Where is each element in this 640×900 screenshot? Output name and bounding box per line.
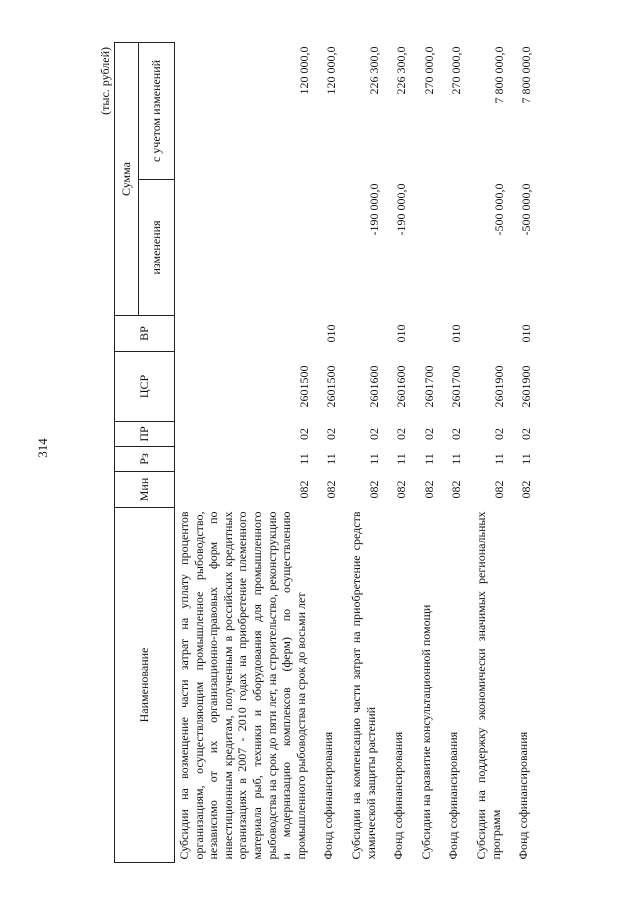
cell-csr: 2601900 [519,365,534,408]
cell-pr: 02 [296,428,311,440]
header-name: Наименование [115,508,175,863]
cell-name: Фонд софинансирования [321,731,336,860]
cell-min: 082 [491,480,506,499]
table-row [311,42,339,862]
cell-name: Субсидии на возмещение части затрат на уплату процентов организациям, осуществляющим промышленное рыбоводство, независимо от их организационно-правовых форм по инвестиционным кредитам, полученным в российских кредитных организациях в 2007 - 2010 годах на приобретение племенного материала рыб, техники и оборудования для промышленного рыбоводства на срок до пяти лет, на строительство, реконструкцию и модернизацию комплексов (ферм) по осуществлению промышленного рыбоводства на срок до восьми лет [177,511,308,860]
header-pr: ПР [115,422,175,447]
cell-vr [339,316,381,352]
cell-csr: 2601500 [324,365,339,408]
header-changes: изменения [139,180,175,316]
cell-pr: 02 [491,428,506,440]
cell-total: 226 300,0 [394,46,409,95]
cell-rz: 11 [519,453,534,465]
cell-rz: 11 [296,453,311,465]
cell-total: 270 000,0 [421,46,436,95]
budget-table [114,42,534,863]
cell-rz: 11 [491,453,506,465]
cell-min: 082 [449,480,464,499]
cell-min: 082 [296,480,311,499]
cell-min: 082 [519,480,534,499]
table-body [175,42,534,862]
cell-rz: 11 [324,453,339,465]
cell-total: 226 300,0 [366,46,381,95]
table-row [464,42,506,862]
cell-name: Фонд софинансирования [391,731,406,860]
cell-csr: 2601700 [421,365,436,408]
cell-total: 270 000,0 [449,46,464,95]
cell-rz: 11 [366,453,381,465]
cell-min: 082 [366,480,381,499]
cell-csr: 2601900 [491,365,506,408]
cell-total: 120 000,0 [296,46,311,95]
cell-name: Субсидии на компенсацию части затрат на приобретение средств химической защиты растений [348,511,378,860]
header-vr: ВР [115,316,175,352]
cell-vr [175,316,312,352]
cell-rz: 11 [449,453,464,465]
cell-change: -500 000,0 [519,183,534,236]
cell-csr: 2601600 [366,365,381,408]
table-row [381,42,409,862]
cell-vr: 010 [394,324,409,343]
header-sum: Сумма [115,42,139,315]
cell-name: Фонд софинансирования [446,731,461,860]
table-row [175,42,312,862]
cell-vr: 010 [324,324,339,343]
cell-rz: 11 [421,453,436,465]
cell-csr: 2601600 [394,365,409,408]
cell-change: -500 000,0 [491,183,506,236]
cell-change [409,180,437,316]
cell-change: -190 000,0 [394,183,409,236]
cell-min: 082 [421,480,436,499]
cell-change [436,180,464,316]
table-header [115,42,175,862]
cell-pr: 02 [366,428,381,440]
header-rz: Рз [115,447,175,472]
header-with-changes: с учетом изменений [139,42,175,179]
cell-total: 120 000,0 [324,46,339,95]
page-number: 314 [35,438,50,458]
cell-vr [409,316,437,352]
cell-name: Субсидии на развитие консультационной помощи [418,604,433,860]
units-label: (тыс. рублей) [98,47,112,115]
cell-pr: 02 [394,428,409,440]
cell-name: Субсидии на поддержку экономически значимых региональных программ [473,511,503,860]
cell-min: 082 [324,480,339,499]
table-row [436,42,464,862]
cell-vr [464,316,506,352]
header-min: Мин [115,472,175,508]
cell-csr: 2601500 [296,365,311,408]
table-row [506,42,534,862]
rotated-page-content [96,41,558,863]
cell-vr: 010 [449,324,464,343]
cell-total: 7 800 000,0 [519,46,534,104]
cell-pr: 02 [421,428,436,440]
cell-pr: 02 [519,428,534,440]
cell-csr: 2601700 [449,365,464,408]
table-row [339,42,381,862]
cell-min: 082 [394,480,409,499]
cell-change [311,180,339,316]
cell-change: -190 000,0 [366,183,381,236]
cell-change [175,180,312,316]
header-csr: ЦСР [115,352,175,422]
cell-pr: 02 [449,428,464,440]
cell-total: 7 800 000,0 [491,46,506,104]
table-row [409,42,437,862]
cell-rz: 11 [394,453,409,465]
cell-name: Фонд софинансирования [516,731,531,860]
cell-pr: 02 [324,428,339,440]
cell-vr: 010 [519,324,534,343]
